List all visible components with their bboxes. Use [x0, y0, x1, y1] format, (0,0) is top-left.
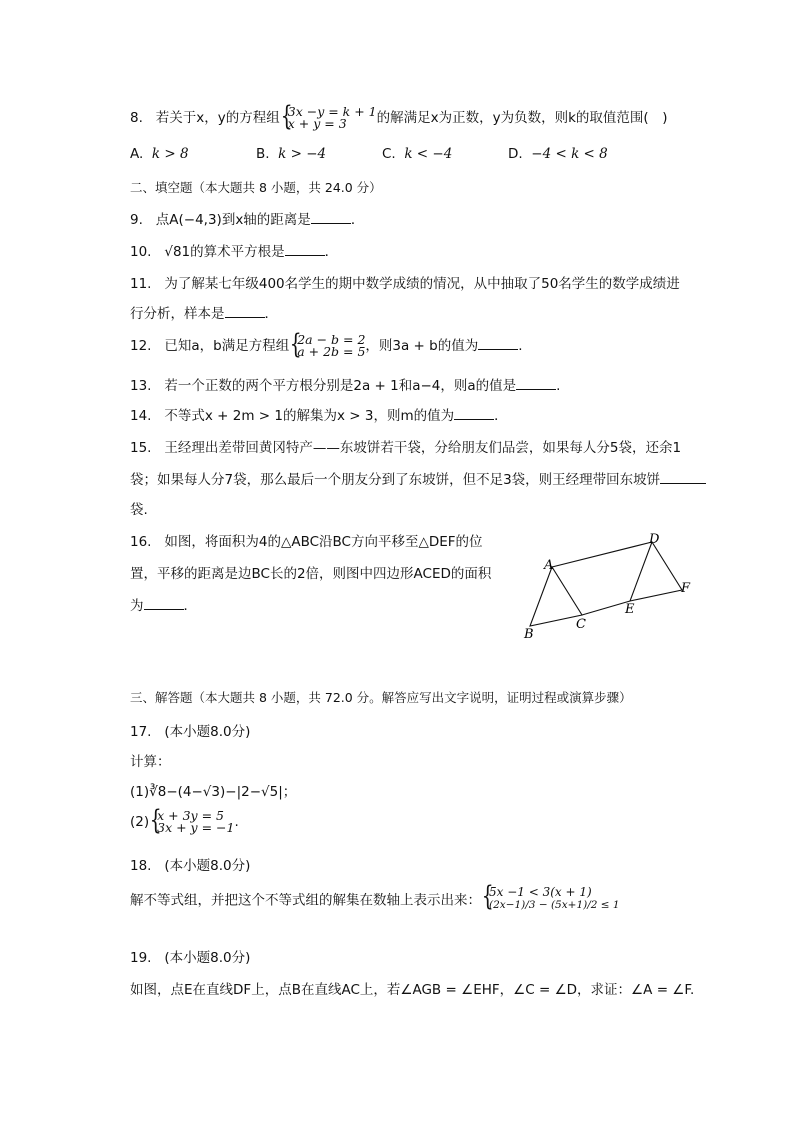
question-8	[130, 106, 667, 130]
question-number: 14.	[130, 408, 152, 424]
question-11	[130, 272, 680, 292]
punctuation: .	[518, 338, 523, 354]
question-16-end	[130, 594, 197, 614]
question-15-continued	[130, 468, 706, 488]
question-number: 8.	[130, 110, 143, 126]
question-14	[130, 404, 508, 424]
question-17	[130, 720, 250, 740]
option-label: C.	[382, 146, 396, 162]
question-19	[130, 946, 250, 966]
part-label: (2)	[130, 814, 150, 830]
question-text: 已知a，b满足方程组	[164, 338, 290, 354]
option-text: −4 < k < 8	[531, 146, 608, 162]
question-17-part-1: (1)∛8−(4−√3)−|2−√5|；	[130, 784, 297, 800]
question-13	[130, 374, 560, 394]
label-f: F	[681, 581, 691, 596]
option-b	[256, 146, 326, 162]
option-c	[382, 146, 452, 162]
question-10	[130, 240, 338, 260]
question-15-end: 袋.	[130, 502, 148, 518]
label-a: A	[544, 558, 554, 573]
question-15	[130, 436, 681, 456]
question-number: 19.	[130, 950, 152, 966]
equation-system	[289, 334, 365, 358]
option-text: k < −4	[404, 146, 453, 162]
question-number: 16.	[130, 534, 152, 550]
question-text: 行分析，样本是	[130, 306, 225, 322]
question-number: 18.	[130, 858, 152, 874]
question-text: √81的算术平方根是	[164, 244, 285, 260]
question-19-body: 如图，点E在直线DF上，点B在直线AC上，若∠AGB = ∠EHF，∠C = ∠D，求证：∠A = ∠F.	[130, 982, 695, 998]
answer-blank	[311, 211, 351, 224]
punctuation: ．	[183, 598, 197, 614]
question-17-intro: 计算：	[130, 754, 171, 770]
question-17-part-2	[130, 810, 239, 834]
question-text: 点A(−4,3)到x轴的距离是	[155, 212, 311, 228]
option-text: k > 8	[151, 146, 189, 162]
inequality-system	[481, 886, 620, 911]
option-label: A.	[130, 146, 144, 162]
question-11-continued	[130, 302, 278, 322]
answer-blank	[660, 471, 706, 484]
option-text: k > −4	[278, 146, 327, 162]
equation-2: x + y = 3	[287, 116, 347, 131]
section-heading: 二、填空题（本大题共 8 小题，共 24.0 分）	[130, 180, 382, 195]
equation-1: x + 3y = 5	[157, 808, 224, 823]
answer-blank	[285, 243, 325, 256]
points-label: (本小题8.0分)	[164, 724, 251, 740]
question-number: 10.	[130, 244, 152, 260]
question-number: 15.	[130, 440, 152, 456]
question-text: ，则3a + b的值为	[365, 338, 479, 354]
question-text: 为	[130, 598, 144, 614]
question-18	[130, 854, 250, 874]
points-label: (本小题8.0分)	[164, 858, 251, 874]
answer-blank	[454, 407, 494, 420]
question-9	[130, 208, 364, 228]
punctuation: ．	[494, 408, 508, 424]
equation-1: 3x −y = k + 1	[287, 104, 377, 119]
equation-1: 2a − b = 2	[297, 332, 366, 347]
question-text: 袋；如果每人分7袋，那么最后一个朋友分到了东坡饼，但不足3袋，则王经理带回东坡饼	[130, 472, 661, 488]
punctuation: ．	[350, 212, 365, 228]
inequality-2: (2x−1)/3 − (5x+1)/2 ≤ 1	[489, 899, 620, 911]
equation-2: 3x + y = −1	[157, 820, 235, 835]
question-text: 为了解某七年级400名学生的期中数学成绩的情况，从中抽取了50名学生的数学成绩进	[164, 276, 680, 292]
equation-system	[280, 106, 377, 130]
question-text: 王经理出差带回黄冈特产——东坡饼若干袋，分给朋友们品尝，如果每人分5袋，还余1	[164, 440, 682, 456]
question-16	[130, 530, 483, 550]
label-d: D	[649, 532, 660, 547]
label-c: C	[576, 617, 586, 632]
equation-2: a + 2b = 5	[297, 344, 366, 359]
answer-blank	[225, 305, 265, 318]
option-d	[508, 146, 608, 162]
punctuation: ．	[324, 244, 339, 260]
question-text: 如图，将面积为4的△ABC沿BC方向平移至△DEF的位	[164, 534, 483, 550]
question-number: 17.	[130, 724, 152, 740]
question-12	[130, 334, 523, 358]
label-e: E	[625, 602, 635, 617]
points-label: (本小题8.0分)	[164, 950, 251, 966]
answer-blank	[478, 337, 518, 350]
punctuation: .	[234, 814, 239, 830]
segment-ad	[552, 542, 652, 567]
equation-system	[149, 810, 234, 834]
question-16-continued: 置，平移的距离是边BC长的2倍，则图中四边形ACED的面积	[130, 566, 492, 582]
answer-blank	[144, 597, 184, 610]
question-18-body	[130, 886, 620, 911]
section-heading: 三、解答题（本大题共 8 小题，共 72.0 分。解答应写出文字说明，证明过程或演算步骤）	[130, 690, 632, 705]
answer-blank	[516, 377, 556, 390]
inequality-1: 5x −1 < 3(x + 1)	[489, 885, 592, 899]
question-number: 11.	[130, 276, 152, 292]
question-text: 不等式x + 2m > 1的解集为x > 3，则m的值为	[164, 408, 455, 424]
punctuation: ．	[264, 306, 278, 322]
question-number: 12.	[130, 338, 152, 354]
question-number: 9.	[130, 212, 143, 228]
option-label: D.	[508, 146, 523, 162]
question-text: 若一个正数的两个平方根分别是2a + 1和a−4，则a的值是	[164, 378, 517, 394]
punctuation: .	[556, 378, 561, 394]
label-b: B	[524, 627, 534, 642]
question-text: 解不等式组，并把这个不等式组的解集在数轴上表示出来：	[130, 892, 481, 909]
question-text: 的解满足x为正数，y为负数，则k的取值范围( )	[376, 110, 668, 126]
question-number: 13.	[130, 378, 152, 394]
translation-figure	[515, 530, 695, 645]
triangle-abc	[530, 567, 582, 626]
option-a	[130, 146, 189, 162]
question-text: 若关于x，y的方程组	[155, 110, 280, 126]
triangle-def	[630, 542, 682, 601]
segment-ce	[582, 601, 630, 615]
option-label: B.	[256, 146, 270, 162]
